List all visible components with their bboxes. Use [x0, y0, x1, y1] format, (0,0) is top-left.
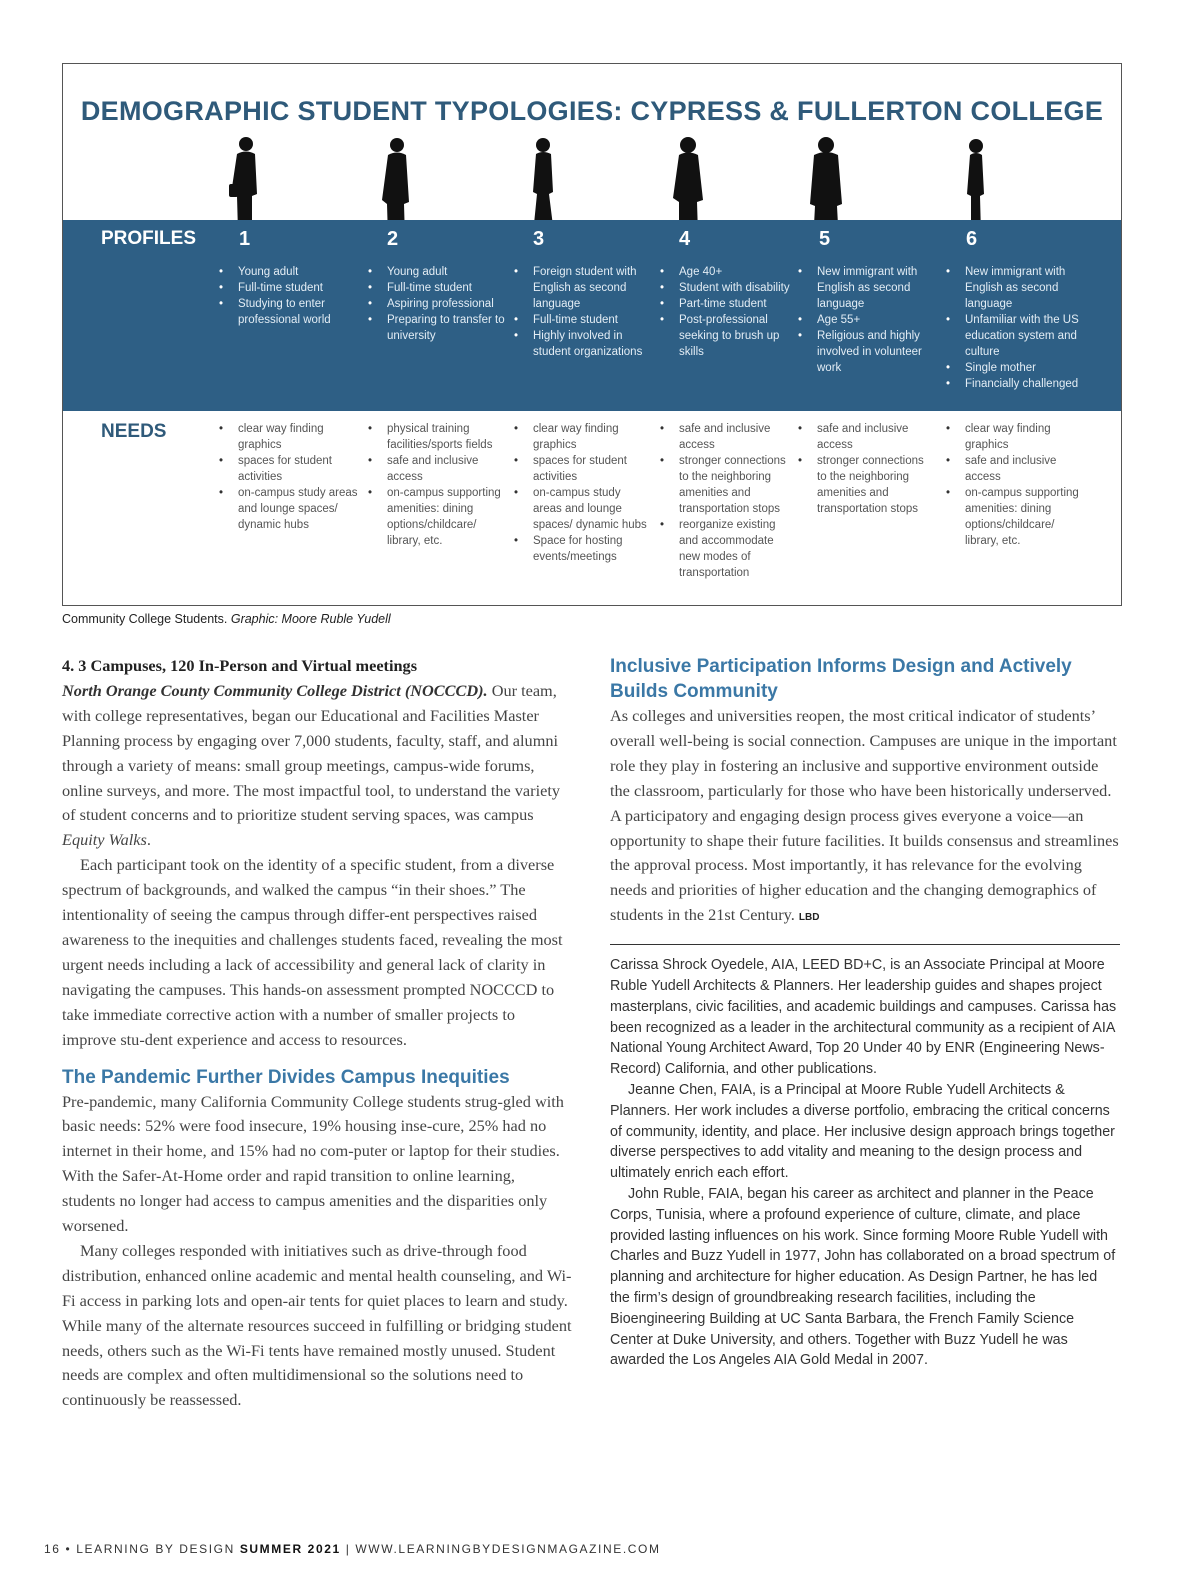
page-footer — [44, 1542, 661, 1556]
paragraph-text: Our team, with college representatives, began our Educational and Facilities Master Planning process by engaging over 7,000 students, faculty, staff, and alumni through a variety of means: small group meetings, campus-wide forums, online surveys, and more. The most impactful tool, to understand the variety of student concerns and to prioritize student serving spaces, was campus — [62, 680, 560, 825]
right-column — [610, 654, 1120, 1371]
left-column — [62, 654, 572, 1413]
profile-item: • Student with disability — [660, 280, 790, 296]
profile-item: • Full-time student — [219, 280, 359, 296]
profile-number: 2 — [387, 228, 399, 250]
profiles-band — [63, 220, 1121, 411]
profile-item: • Post-professional seeking to brush up skills — [660, 312, 790, 360]
paragraph: Many colleges responded with initiatives such as drive-through food distribution, enhanced online academic and mental health counseling, and Wi-Fi access in parking lots and open-air tents for quiet places to learn and study. While many of the alternate resources succeed in fulfilling or bridging student needs, others such as the Wi-Fi tents have remained mostly unused. Student needs are complex and often multidimensional so the solutions need to continuously be reassessed. — [62, 1240, 572, 1410]
profile-item: • Full-time student — [514, 312, 644, 328]
profile-column — [219, 264, 359, 328]
paragraph-text: . — [146, 830, 151, 850]
needs-column — [946, 421, 1086, 549]
profile-item: • Aspiring professional — [368, 296, 508, 312]
profile-number: 5 — [819, 228, 831, 250]
needs-item: • safe and inclusive access — [660, 421, 795, 453]
divider — [610, 944, 1120, 945]
profile-item: • Studying to enter professional world — [219, 296, 359, 328]
paragraph: Each participant took on the identity of a specific student, from a diverse spectrum of backgrounds, and walked the campus “in their shoes.” The intentionality of seeing the campus through differ-ent perspectives raised awareness to the inequities and challenges students faced, revealing the most urgent needs including a lack of accessibility and general lack of clarity in navigating the campuses. This hands-on assessment prompted NOCCCD to take immediate corrective action with a number of smaller projects to improve stu-dent experience and access to resources. — [62, 855, 563, 1049]
needs-item: • spaces for student activities — [219, 453, 359, 485]
page-number: 16 — [44, 1542, 61, 1556]
profile-column — [798, 264, 933, 376]
profile-item: • New immigrant with English as second language — [798, 264, 933, 312]
profile-item: • Preparing to transfer to university — [368, 312, 508, 344]
profile-number: 3 — [533, 228, 545, 250]
graphic-title: DEMOGRAPHIC STUDENT TYPOLOGIES: CYPRESS & FULLERTON COLLEGE — [80, 96, 1104, 126]
needs-item: • safe and inclusive access — [946, 453, 1086, 485]
needs-item: • stronger connections to the neighboring amenities and transportation stops — [798, 453, 933, 517]
needs-item: • safe and inclusive access — [798, 421, 933, 453]
paragraph — [610, 704, 1120, 931]
profile-item: • Unfamiliar with the US education system and culture — [946, 312, 1086, 360]
needs-item: • clear way finding graphics — [514, 421, 649, 453]
section-heading: Inclusive Participation Informs Design and Actively Builds Community — [610, 656, 1072, 702]
needs-label: NEEDS — [101, 421, 167, 442]
author-bio: Carissa Shrock Oyedele, AIA, LEED BD+C, is an Associate Principal at Moore Ruble Yudell Architects & Planners. Her leadership guides and shapes project masterplans, civic facilities, and academic buildings and campuses. Carissa has been recognized as a leader in the architectural community as a recipient of AIA National Young Architect Award, Top 20 Under 40 by ENR (Engineering News-Record) California, and other publications. — [610, 957, 1117, 1078]
profile-item: • Financially challenged — [946, 376, 1086, 392]
needs-column — [219, 421, 359, 533]
section-heading: 4. 3 Campuses, 120 In-Person and Virtual meetings — [62, 656, 418, 675]
needs-item: • physical training facilities/sports fields — [368, 421, 508, 453]
profile-item: • Young adult — [368, 264, 508, 280]
profile-item: • Part-time student — [660, 296, 790, 312]
magazine-name: LEARNING BY DESIGN — [76, 1542, 235, 1556]
needs-item: • safe and inclusive access — [368, 453, 508, 485]
profile-item: • Age 40+ — [660, 264, 790, 280]
needs-item: • spaces for student activities — [514, 453, 649, 485]
profile-column — [660, 264, 790, 360]
footer-bullet: • — [65, 1542, 72, 1556]
profile-item: • Single mother — [946, 360, 1086, 376]
profiles-label: PROFILES — [101, 228, 197, 249]
profile-item: • Full-time student — [368, 280, 508, 296]
needs-item: • reorganize existing and accommodate new modes of transportation — [660, 517, 795, 581]
profile-column — [514, 264, 644, 360]
needs-item: • on-campus supporting amenities: dining options/childcare/ library, etc. — [368, 485, 508, 549]
profile-item: • Young adult — [219, 264, 359, 280]
section-heading: The Pandemic Further Divides Campus Inequities — [62, 1066, 510, 1088]
profile-column — [368, 264, 508, 344]
caption-text: Community College Students. — [62, 612, 231, 626]
author-bio: Jeanne Chen, FAIA, is a Principal at Moore Ruble Yudell Architects & Planners. Her work includes a diverse portfolio, embracing the critical concerns of community, identity, and place. Her inclusive design approach brings together diverse perspectives to add vitality and meaning to the design process and ultimately enrich each effort. — [610, 1081, 1115, 1182]
needs-item: • Space for hosting events/meetings — [514, 533, 649, 565]
figure-caption — [62, 612, 391, 626]
needs-item: • clear way finding graphics — [946, 421, 1086, 453]
end-mark: LBD — [798, 912, 820, 924]
typologies-graphic — [62, 63, 1122, 606]
needs-column — [514, 421, 649, 565]
emphasis-text: Equity Walks — [62, 830, 147, 850]
needs-column — [368, 421, 508, 549]
magazine-url[interactable]: WWW.LEARNINGBYDESIGNMAGAZINE.COM — [355, 1542, 661, 1556]
footer-separator: | — [345, 1542, 351, 1556]
issue-name: SUMMER 2021 — [239, 1542, 341, 1556]
paragraph: Pre-pandemic, many California Community College students strug-gled with basic needs: 52% were food insecure, 19% housing inse-cure, 25% had no internet in their home, and 15% had no com-puter or laptop for their studies. With the Safer-At-Home order and rapid transition to online learning, students no longer had access to campus amenities and the disparities only worsened. — [62, 1091, 564, 1236]
profile-item: • Foreign student with English as second language — [514, 264, 644, 312]
needs-item: • stronger connections to the neighboring amenities and transportation stops — [660, 453, 795, 517]
needs-column — [660, 421, 795, 581]
needs-item: • on-campus study areas and lounge spaces/ dynamic hubs — [219, 485, 359, 533]
profile-item: • New immigrant with English as second language — [946, 264, 1086, 312]
paragraph — [62, 679, 572, 853]
profile-item: • Highly involved in student organizations — [514, 328, 644, 360]
profile-column — [946, 264, 1086, 392]
needs-item: • on-campus supporting amenities: dining options/childcare/ library, etc. — [946, 485, 1086, 549]
needs-item: • clear way finding graphics — [219, 421, 359, 453]
district-name: North Orange County Community College District (NOCCCD). — [62, 680, 488, 700]
profile-number: 4 — [679, 228, 691, 250]
profile-number: 1 — [239, 228, 251, 250]
needs-item: • on-campus study areas and lounge spaces/ dynamic hubs — [514, 485, 649, 533]
paragraph-text: As colleges and universities reopen, the most critical indicator of students’ overall well-being is social connection. Campuses are unique in the important role they play in fostering an inclusive and supportive environment outside the classroom, particularly for those who have been historically underserved. A participatory and engaging design process gives everyone a voice—an opportunity to shape their future facilities. It builds consensus and streamlines the approval process. Most importantly, it has relevance for the evolving needs and priorities of higher education and the changing demographics of students in the 21st Century. — [610, 706, 1119, 925]
caption-credit: Graphic: Moore Ruble Yudell — [230, 612, 391, 626]
profile-item: • Religious and highly involved in volunteer work — [798, 328, 933, 376]
profile-item: • Age 55+ — [798, 312, 933, 328]
needs-column — [798, 421, 933, 517]
profile-number: 6 — [966, 228, 978, 250]
author-bio: John Ruble, FAIA, began his career as architect and planner in the Peace Corps, Tunisia, where a profound experience of culture, climate, and place provided lasting influences on his work. Since forming Moore Ruble Yudell with Charles and Buzz Yudell in 1977, John has collaborated on a broad spectrum of planning and architecture for higher education. As Design Partner, he has led the firm’s design of groundbreaking research facilities, including the Bioengineering Building at UC Santa Barbara, the French Family Science Center at Duke University, and others. Together with Buzz Yudell he was awarded the Los Angeles AIA Gold Medal in 2007. — [610, 1185, 1116, 1369]
